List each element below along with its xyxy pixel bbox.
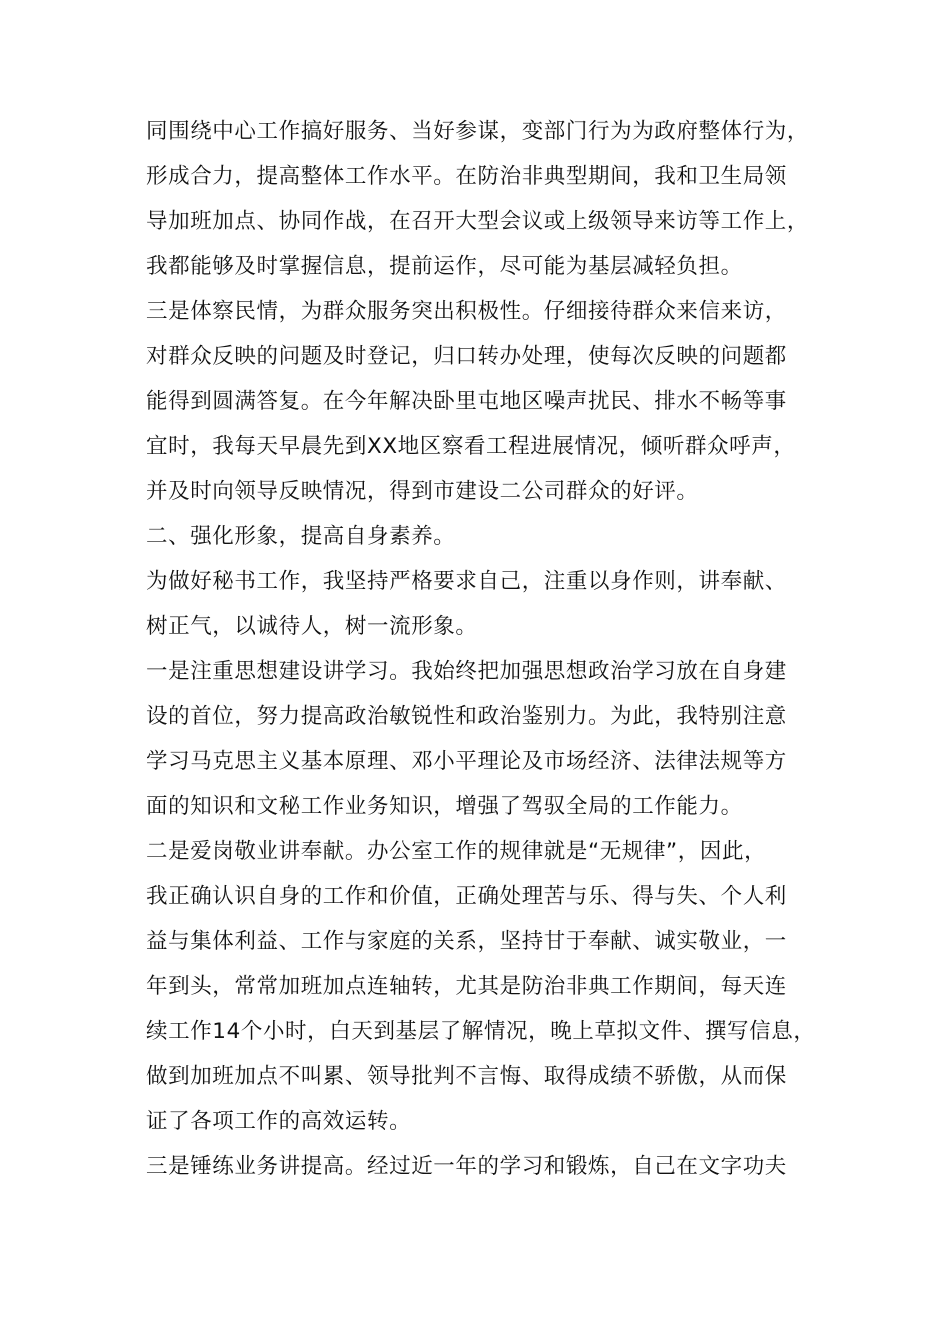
text-line: 益与集体利益、工作与家庭的关系，坚持甘于奉献、诚实敬业，一 [146, 929, 787, 954]
text-line: 设的首位，努力提高政治敏锐性和政治鉴别力。为此，我特别注意 [146, 704, 787, 729]
text-line: 二是爱岗敬业讲奉献。办公室工作的规律就是“无规律”，因此， [146, 839, 767, 864]
text-line: 学习马克思主义基本原理、邓小平理论及市场经济、法律法规等方 [146, 749, 787, 774]
text-line: 并及时向领导反映情况，得到市建设二公司群众的好评。 [146, 479, 699, 504]
section-heading: 二、强化形象，提高自身素养。 [146, 524, 456, 549]
text-line: 对群众反映的问题及时登记，归口转办处理，使每次反映的问题都 [146, 344, 787, 369]
text-line: 三是锤练业务讲提高。经过近一年的学习和锻炼，自己在文字功夫 [146, 1154, 787, 1179]
text-line: 形成合力，提高整体工作水平。在防治非典型期间，我和卫生局领 [146, 164, 787, 189]
text-line: 树正气，以诚待人，树一流形象。 [146, 614, 478, 639]
text-line: 面的知识和文秘工作业务知识，增强了驾驭全局的工作能力。 [146, 794, 743, 819]
text-line: 做到加班加点不叫累、领导批判不言悔、取得成绩不骄傲，从而保 [146, 1064, 787, 1089]
text-line: 三是体察民情，为群众服务突出积极性。仔细接待群众来信来访， [146, 299, 787, 324]
document-body [146, 109, 836, 1189]
text-line: 证了各项工作的高效运转。 [146, 1109, 412, 1134]
text-line: 宜时，我每天早晨先到XX地区察看工程进展情况，倾听群众呼声， [146, 434, 796, 459]
text-line: 导加班加点、协同作战，在召开大型会议或上级领导来访等工作上， [146, 209, 810, 234]
text-line: 同围绕中心工作搞好服务、当好参谋，变部门行为为政府整体行为， [146, 119, 810, 144]
text-line: 为做好秘书工作，我坚持严格要求自己，注重以身作则，讲奉献、 [146, 569, 787, 594]
text-line: 年到头，常常加班加点连轴转，尤其是防治非典工作期间，每天连 [146, 974, 787, 999]
text-line: 一是注重思想建设讲学习。我始终把加强思想政治学习放在自身建 [146, 659, 787, 684]
text-line: 我都能够及时掌握信息，提前运作，尽可能为基层减轻负担。 [146, 254, 743, 279]
text-line: 续工作14个小时，白天到基层了解情况，晚上草拟文件、撰写信息， [146, 1019, 816, 1044]
text-line: 我正确认识自身的工作和价值，正确处理苦与乐、得与失、个人利 [146, 884, 787, 909]
text-line: 能得到圆满答复。在今年解决卧里屯地区噪声扰民、排水不畅等事 [146, 389, 787, 414]
